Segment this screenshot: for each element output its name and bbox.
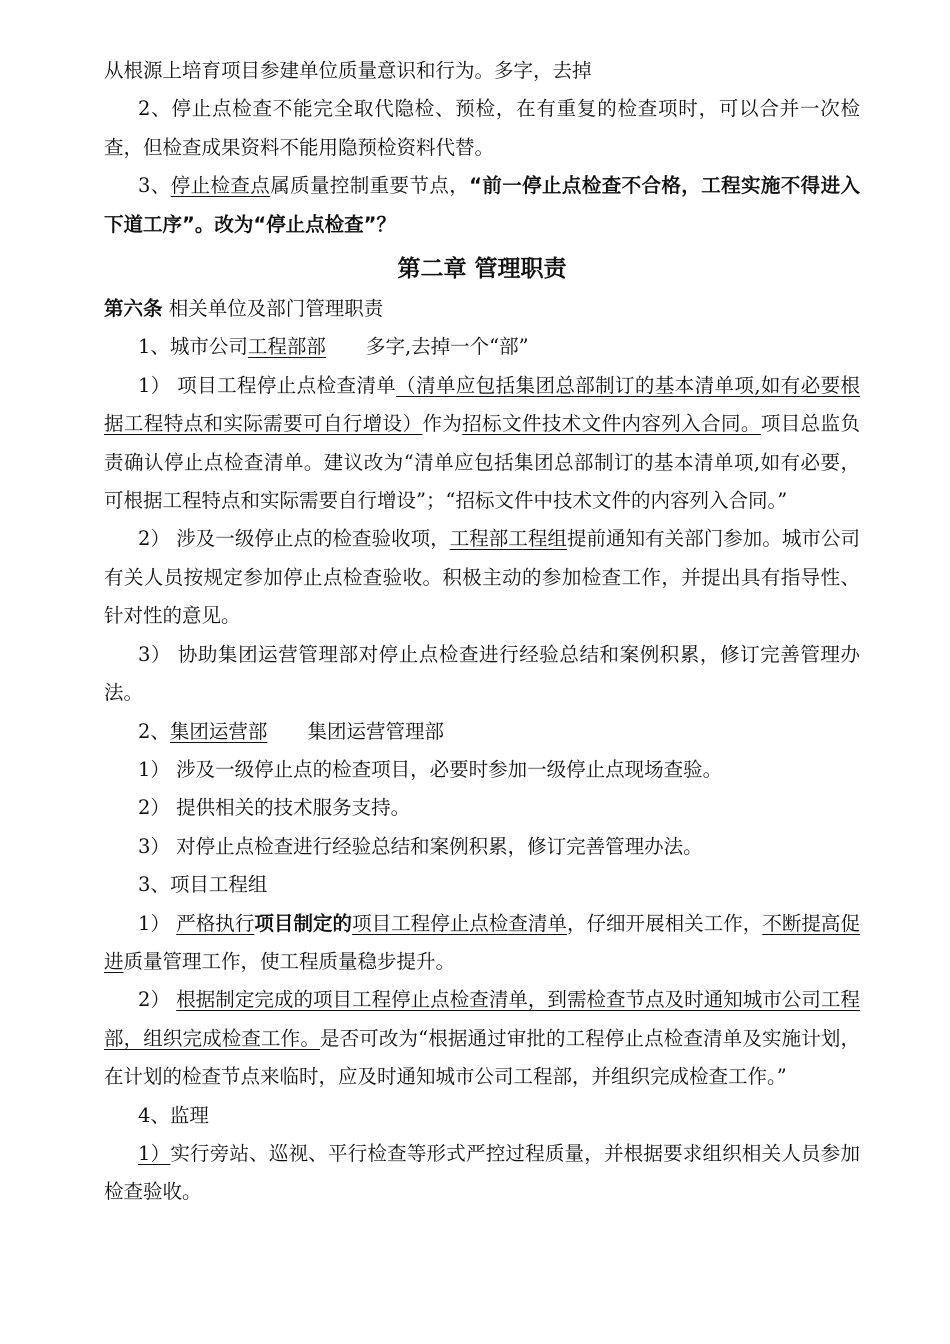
underlined-text: 项目工程停止点检查清单 [352,911,567,935]
text: 从根源上培育项目参建单位质量意识和行为。多字，去掉 [104,59,592,82]
underlined-text: 招标文件技术文件内容列入合同。 [462,412,761,436]
text: 2） 提供相关的技术服务支持。 [138,796,411,820]
paragraph-item-2 [104,90,860,167]
text: 3、项目工程组 [138,873,268,897]
section-3-heading [104,866,860,904]
text: 项目总监负责确认停止点检查清单。建议改为“清单应包括集团总部制订的基本清单项,如有必要，可根据工程特点和实际需要自行增设”；“招标文件中技术文件的内容列入合同。” [104,412,860,513]
section-3-item-2 [104,981,860,1096]
text: 2） [138,988,177,1012]
article-6-heading [104,290,860,328]
article-title: 相关单位及部门管理职责 [162,297,384,321]
section-2-heading [104,713,860,751]
text: 1） [138,911,177,935]
bold-text: 项目制定的 [254,911,353,935]
text: ，仔细开展相关工作， [566,911,763,935]
section-3-item-1 [104,905,860,982]
section-1-item-2 [104,520,860,635]
underlined-text: （清单应包括集团总部制订的基本清单项,如有必要根据工程特点和实际需要可自行增设） [104,373,861,436]
paragraph-intro-tail [104,52,860,90]
text: 2、停止点检查不能完全取代隐检、预检，在有重复的检查项时，可以合并一次检查，但检查成果资料不能用隐预检资料代替。 [104,97,860,159]
text: 1） 项目工程停止点检查清单 [138,373,397,397]
text: 提前通知有关部门参加。城市公司有关人员按规定参加停止点检查验收。积极主动的参加检查工作，并提出具有指导性、针对性的意见。 [104,527,860,628]
section-1-heading [104,328,860,366]
section-4-heading [104,1097,860,1135]
section-2-item-3 [104,828,860,866]
text: 作为 [422,412,463,436]
section-2-item-2 [104,789,860,827]
underlined-text: 工程部部 [247,335,326,359]
text: 实行旁站、巡视、平行检查等形式严控过程质量，并根据要求组织相关人员参加检查验收。 [104,1141,860,1204]
text: 3、 [138,174,171,198]
text: 1、城市公司 [138,335,248,359]
bold-text: “前一停止点检查不合格，工程实施不得进入下道工序”。改为“停止点检查”？ [104,174,860,236]
underlined-text: 停止检查点 [170,174,271,198]
text: 是否可改为“根据通过审批的工程停止点检查清单及实施计划，在计划的检查节点来临时，应及时通知城市公司工程部，并组织完成检查工作。” [104,1026,860,1089]
review-note: 集团运营管理部 [307,719,444,743]
underlined-text: 工程部工程组 [449,527,567,551]
text: 2） 涉及一级停止点的检查验收项， [138,527,450,551]
text: 3） 协助集团运营管理部对停止点检查进行经验总结和案例积累，修订完善管理办法。 [104,642,860,705]
underlined-text: 集团运营部 [169,719,268,743]
underlined-text: 严格执行 [176,911,255,935]
paragraph-item-3 [104,167,860,244]
text: 质量管理工作，使工程质量稳步提升。 [123,949,456,973]
document-page [104,52,860,1212]
text: 3） 对停止点检查进行经验总结和案例积累，修订完善管理办法。 [138,834,703,858]
underlined-text: 1） [138,1141,171,1165]
section-1-item-3 [104,636,860,713]
text: 属质量控制重要节点， [270,174,470,198]
text: 2、 [138,719,170,743]
underlined-text: 根据制定完成的项目工程停止点检查清单，到需检查节点及时通知城市公司工程部，组织完成检查工作。 [104,988,860,1050]
chapter-title: 第二章 管理职责 [397,256,567,283]
section-1-item-1 [104,367,860,521]
review-note: 多字,去掉一个“部” [365,335,529,359]
article-label: 第六条 [104,297,163,321]
underlined-text: 不断提高促进 [104,911,860,973]
text: 1） 涉及一级停止点的检查项目，必要时参加一级停止点现场查验。 [138,757,723,781]
text: 4、监理 [138,1103,209,1127]
section-4-item-1 [104,1135,860,1212]
section-2-item-1 [104,751,860,789]
